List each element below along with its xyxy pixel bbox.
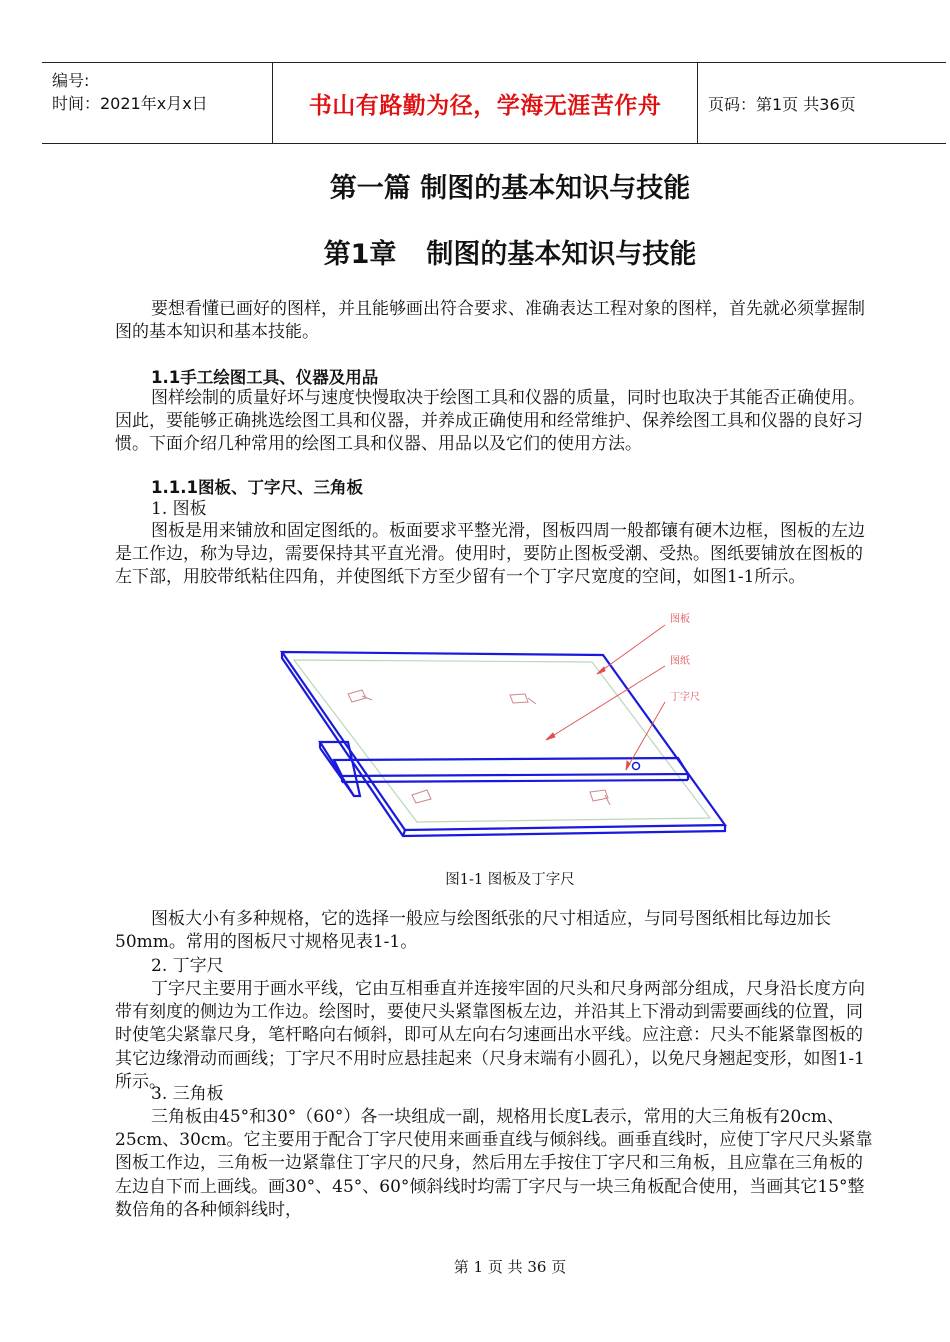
- chapter-title: [0, 232, 950, 271]
- label-paper: 图纸: [670, 656, 690, 667]
- figure-caption: 图1-1 图板及丁字尺: [445, 872, 575, 888]
- t-square-blade: [334, 758, 688, 782]
- item2-text: 丁字尺主要用于画水平线，它由互相垂直并连接牢固的尺头和尺身两部分组成，尺身沿长度方向带有刻度的侧边为工作边。绘图时，要使尺头紧靠图板左边，并沿其上下滑动到需要画线的位置，同时使笔尖紧靠尺身，笔杆略向右倾斜，即可从左向右匀速画出水平线。应注意：尺头不能紧靠图板的其它边缘滑动而画线；丁字尺不用时应悬挂起来（尺身末端有小圆孔），以免尺身翘起变形，如图1-1所示。: [115, 979, 865, 1092]
- after-figure-paragraph: 图板大小有多种规格，它的选择一般应与绘图纸张的尺寸相适应，与同号图纸相比每边加长50mm。常用的图板尺寸规格见表1-1。: [115, 909, 831, 953]
- drawing-board-figure: [270, 600, 740, 840]
- item1-title: 1. 图板: [151, 499, 207, 519]
- item3-text: 三角板由45°和30°（60°）各一块组成一副，规格用长度L表示，常用的大三角板有20cm、25cm、30cm。它主要用于配合丁字尺使用来画垂直线与倾斜线。画垂直线时，应使丁字尺尺头紧靠图板工作边，三角板一边紧靠住丁字尺的尺身，然后用左手按住丁字尺和三角板，且应靠在三角板的左边自下而上画线。画30°、45°、60°倾斜线时均需丁字尺与一块三角板配合使用，当画其它15°整数倍角的各种倾斜线时，: [115, 1107, 873, 1220]
- section-1-1-text: 图样绘制的质量好坏与速度快慢取决于绘图工具和仪器的质量，同时也取决于其能否正确使用。因此，要能够正确挑选绘图工具和仪器，并养成正确使用和经常维护、保养绘图工具和仪器的良好习惯。下面介绍几种常用的绘图工具和仪器、用品以及它们的使用方法。: [115, 388, 865, 455]
- number-label: 编号:: [52, 71, 90, 90]
- section-1-1-1-heading: 1.1.1图板、丁字尺、三角板: [151, 478, 363, 497]
- item2-title: 2. 丁字尺: [151, 956, 224, 976]
- t-square-head: [320, 742, 360, 796]
- header-motto-cell: [272, 63, 698, 143]
- chapter-prefix: 第1章: [323, 239, 397, 270]
- item3-title: 3. 三角板: [151, 1084, 224, 1104]
- label-t-square: 丁字尺: [670, 692, 700, 703]
- time-line: 时间：2021年x月x日: [52, 94, 208, 113]
- header-meta: [42, 63, 272, 143]
- intro-paragraph: 要想看懂已画好的图样，并且能够画出符合要求、准确表达工程对象的图样，首先就必须掌握制图的基本知识和基本技能。: [115, 299, 865, 343]
- header-motto: 书山有路勤为径，学海无涯苦作舟: [308, 92, 662, 119]
- page-header: [42, 62, 946, 144]
- item1-text: 图板是用来铺放和固定图纸的。板面要求平整光滑，图板四周一般都镶有硬木边框，图板的左边是工作边，称为导边，需要保持其平直光滑。使用时，要防止图板受潮、受热。图纸要铺放在图板的左下部，用胶带纸粘住四角，并使图纸下方至少留有一个丁字尺宽度的空间，如图1-1所示。: [115, 521, 865, 588]
- chapter-name: 制图的基本知识与技能: [426, 239, 697, 270]
- page-footer: 第 1 页 共 36 页: [453, 1258, 567, 1276]
- drawing-paper: [294, 660, 710, 822]
- label-board: 图板: [670, 614, 690, 625]
- tape-marks: [348, 690, 610, 805]
- section-1-1-heading: 1.1手工绘图工具、仪器及用品: [151, 368, 379, 387]
- hanging-hole: [633, 763, 640, 770]
- part-title: 第一篇 制图的基本知识与技能: [329, 173, 691, 204]
- header-page-info: 页码：第1页 共36页: [708, 94, 856, 114]
- leader-lines: [546, 625, 665, 770]
